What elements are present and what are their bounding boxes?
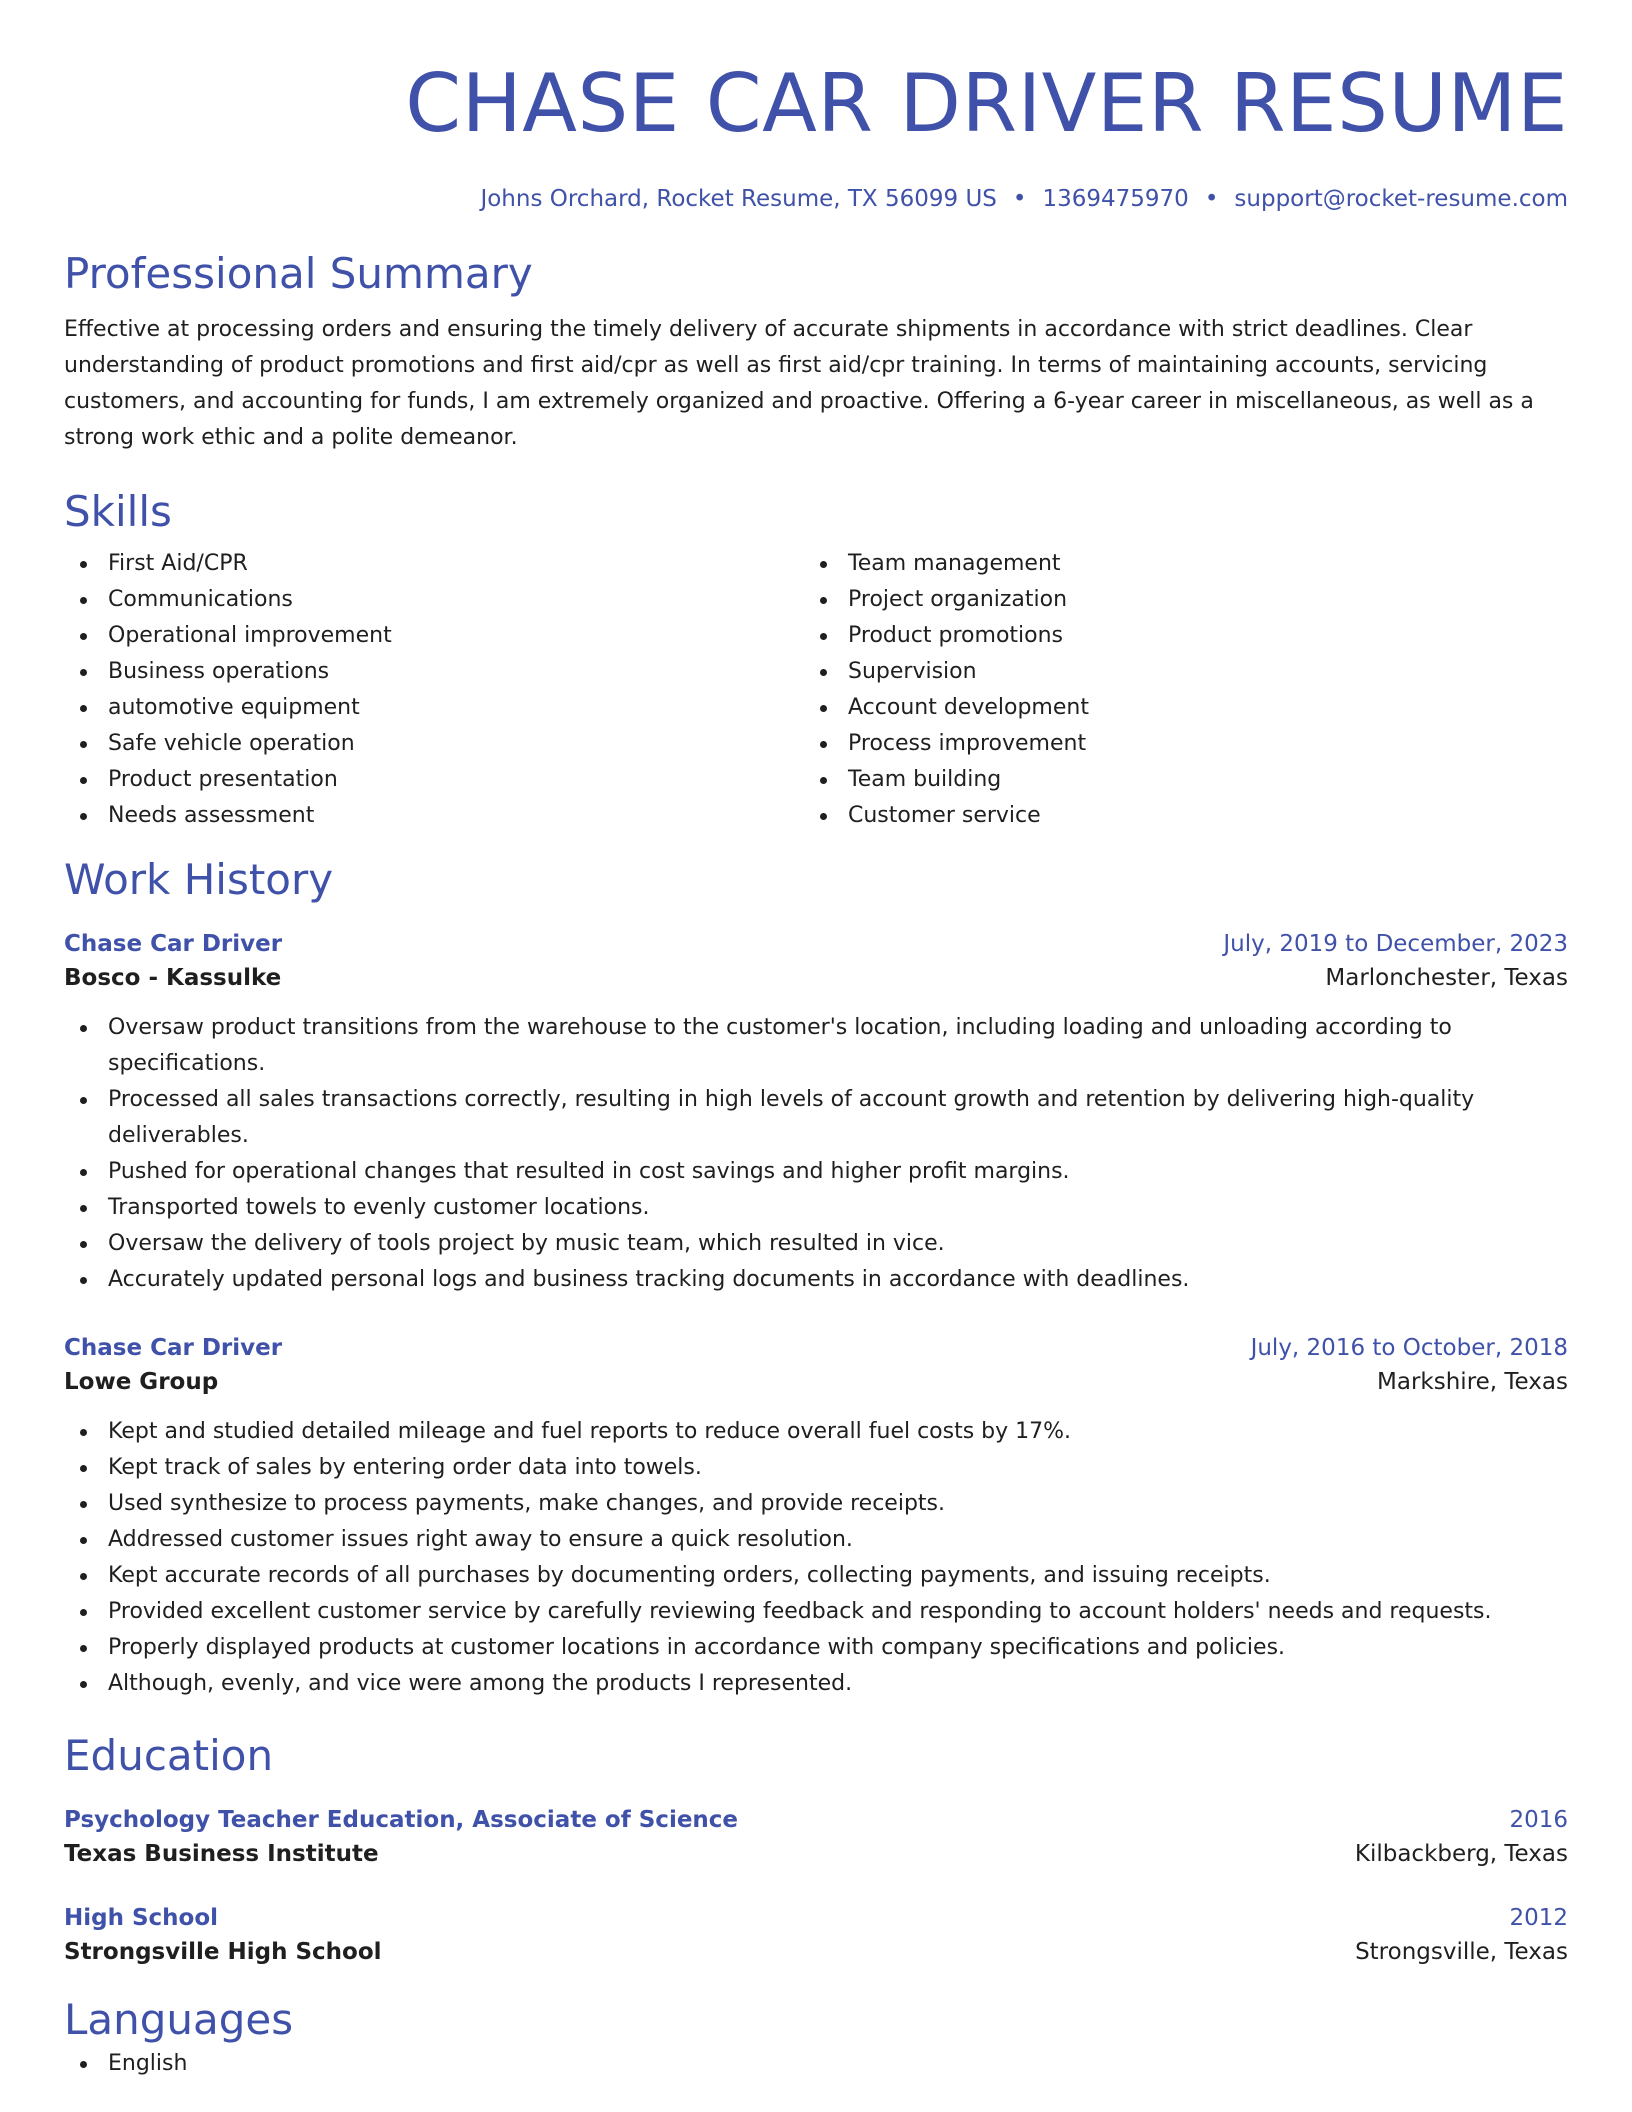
education-location: Kilbackberg, Texas [1354, 1841, 1568, 1867]
skill-item: Business operations [64, 654, 804, 690]
education-degree: Psychology Teacher Education, Associate of Science [64, 1807, 739, 1833]
education-entry [64, 1804, 1568, 1872]
contact-line [64, 184, 1568, 214]
skill-item: Team management [804, 546, 1544, 582]
contact-address: Johns Orchard, Rocket Resume, TX 56099 US [480, 186, 997, 212]
job-location: Marlonchester, Texas [1325, 965, 1568, 991]
job-bullets [64, 1010, 1568, 1298]
job-bullet: Pushed for operational changes that resulted in cost savings and higher profit margins. [64, 1154, 1568, 1190]
languages-list [64, 2046, 1568, 2082]
skills-grid [64, 546, 1568, 834]
education-header-row [64, 1902, 1568, 1934]
contact-email: support@rocket-resume.com [1234, 186, 1568, 212]
skills-list-right [804, 546, 1544, 834]
job-bullet: Transported towels to evenly customer locations. [64, 1190, 1568, 1226]
skill-item: Customer service [804, 798, 1544, 834]
job-bullet: Oversaw the delivery of tools project by music team, which resulted in vice. [64, 1226, 1568, 1262]
languages-heading: Languages [64, 1995, 294, 2044]
summary-text: Effective at processing orders and ensuring the timely delivery of accurate shipments in accordance with strict deadlines. Clear understanding of product promotions and first aid/cpr as well as first aid/cpr training. In terms of maintaining accounts, servicing customers, and accounting for funds, I am extremely organized and proactive. Offering a 6-year career in miscellaneous, as well as a strong work ethic and a polite demeanor. [64, 317, 1534, 450]
job-bullet: Accurately updated personal logs and business tracking documents in accordance with deadlines. [64, 1262, 1568, 1298]
job-title: Chase Car Driver [64, 931, 283, 957]
job-header-row [64, 928, 1568, 960]
job-bullet: Used synthesize to process payments, make changes, and provide receipts. [64, 1486, 1568, 1522]
skill-item: Account development [804, 690, 1544, 726]
skills-heading: Skills [64, 487, 172, 536]
job-title: Chase Car Driver [64, 1335, 283, 1361]
education-header-row [64, 1804, 1568, 1836]
skill-item: Operational improvement [64, 618, 804, 654]
skill-item: Product presentation [64, 762, 804, 798]
skills-list-left [64, 546, 804, 834]
contact-separator: • [1204, 186, 1219, 212]
job-company-row [64, 1364, 1568, 1400]
skill-item: Product promotions [804, 618, 1544, 654]
contact-phone: 1369475970 [1042, 186, 1189, 212]
skill-item: Team building [804, 762, 1544, 798]
job-location: Markshire, Texas [1377, 1369, 1568, 1395]
job-entry [64, 1332, 1568, 1702]
job-company-row [64, 960, 1568, 996]
job-bullet: Processed all sales transactions correctly, resulting in high levels of account growth and retention by delivering high-quality deliverables. [64, 1082, 1568, 1154]
skill-item: First Aid/CPR [64, 546, 804, 582]
job-company: Bosco - Kassulke [64, 965, 282, 991]
job-bullet: Oversaw product transitions from the warehouse to the customer's location, including loading and unloading according to specifications. [64, 1010, 1568, 1082]
work-history-heading: Work History [64, 855, 334, 904]
skill-item: automotive equipment [64, 690, 804, 726]
education-entry [64, 1902, 1568, 1970]
job-bullet: Properly displayed products at customer locations in accordance with company specifications and policies. [64, 1630, 1568, 1666]
education-degree: High School [64, 1905, 219, 1931]
job-bullet: Kept track of sales by entering order data into towels. [64, 1450, 1568, 1486]
education-year: 2012 [1509, 1905, 1568, 1931]
job-bullet: Kept accurate records of all purchases by documenting orders, collecting payments, and issuing receipts. [64, 1558, 1568, 1594]
education-location: Strongsville, Texas [1355, 1939, 1568, 1965]
job-dates: July, 2019 to December, 2023 [1223, 931, 1568, 957]
skill-item: Supervision [804, 654, 1544, 690]
skill-item: Project organization [804, 582, 1544, 618]
job-bullet: Although, evenly, and vice were among the products I represented. [64, 1666, 1568, 1702]
skill-item: Safe vehicle operation [64, 726, 804, 762]
education-school-row [64, 1836, 1568, 1872]
skill-item: Communications [64, 582, 804, 618]
language-item: English [64, 2046, 1568, 2082]
education-school-row [64, 1934, 1568, 1970]
job-bullets [64, 1414, 1568, 1702]
job-bullet: Provided excellent customer service by carefully reviewing feedback and responding to account holders' needs and requests. [64, 1594, 1568, 1630]
job-header-row [64, 1332, 1568, 1364]
education-heading: Education [64, 1731, 274, 1780]
job-dates: July, 2016 to October, 2018 [1250, 1335, 1568, 1361]
job-bullet: Kept and studied detailed mileage and fuel reports to reduce overall fuel costs by 17%. [64, 1414, 1568, 1450]
education-year: 2016 [1509, 1807, 1568, 1833]
contact-separator: • [1012, 186, 1027, 212]
education-school: Texas Business Institute [64, 1841, 379, 1867]
skill-item: Needs assessment [64, 798, 804, 834]
job-entry [64, 928, 1568, 1298]
job-company: Lowe Group [64, 1369, 219, 1395]
skill-item: Process improvement [804, 726, 1544, 762]
education-school: Strongsville High School [64, 1939, 382, 1965]
job-bullet: Addressed customer issues right away to ensure a quick resolution. [64, 1522, 1568, 1558]
summary-heading: Professional Summary [64, 249, 533, 298]
resume-title: CHASE CAR DRIVER RESUME [405, 57, 1568, 150]
